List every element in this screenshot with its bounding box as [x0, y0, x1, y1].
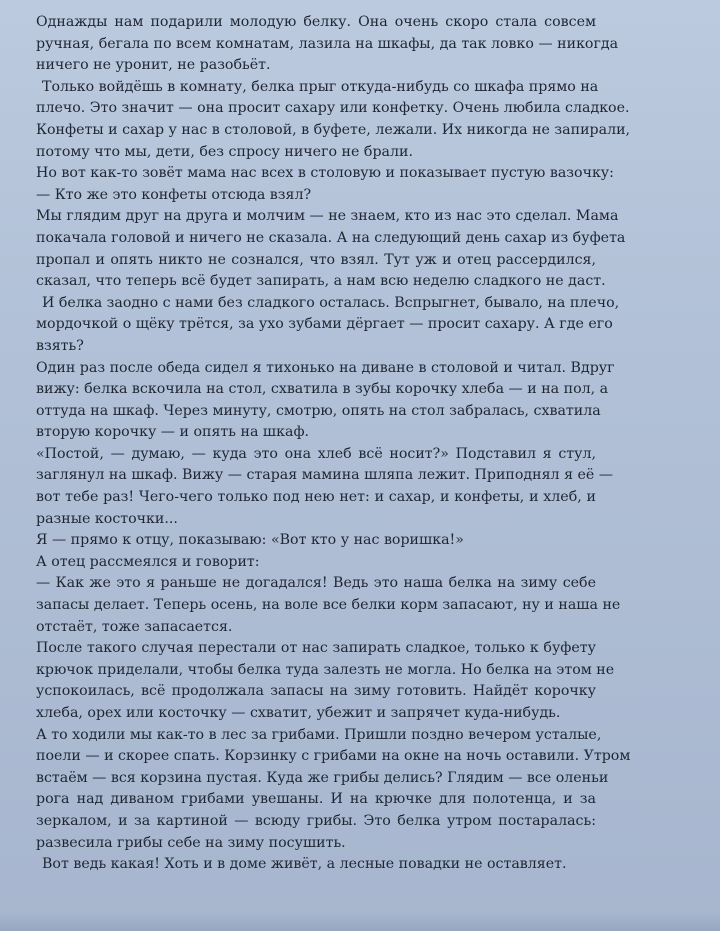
text-line: ручная, бегала по всем комнатам, лазила на шкафы, да так ловко — никогда [36, 35, 619, 52]
text-line: крючок приделали, чтобы белка туда залезть не могла. Но белка на этом не [36, 661, 615, 678]
text-line: вот тебе раз! Чего-чего только под нею нет: и сахар, и конфеты, и хлеб, и [36, 489, 596, 506]
story-text [36, 12, 631, 876]
text-line: запасы делает. Теперь осень, на воле все белки корм запасают, ну и наша не [36, 597, 621, 614]
text-line: заглянул на шкаф. Вижу — старая мамина шляпа лежит. Приподнял я её — [36, 467, 614, 484]
text-line: плечо. Это значит — она просит сахару или конфетку. Очень любила сладкое. [36, 100, 630, 117]
text-line: успокоилась, всё продолжала запасы на зиму готовить. Найдёт корочку [36, 683, 596, 700]
text-line: взять? [36, 337, 84, 354]
text-line: Я — прямо к отцу, показываю: «Вот кто у нас воришка!» [36, 532, 464, 549]
text-line: поели — и скорее спать. Корзинку с грибами на окне на ночь оставили. Утром [36, 748, 631, 765]
text-line: рога над диваном грибами увешаны. И на крючке для полотенца, и за [36, 791, 596, 808]
text-line: Но вот как-то зовёт мама нас всех в столовую и показывает пустую вазочку: [36, 165, 614, 182]
text-line: — Как же это я раньше не догадался! Ведь это наша белка на зиму себе [36, 575, 596, 592]
text-line: Только войдёшь в комнату, белка прыг откуда-нибудь со шкафа прямо на [42, 78, 599, 95]
text-line: «Постой, — думаю, — куда это она хлеб всё носит?» Подставил я стул, [36, 445, 596, 462]
text-line: Однажды нам подарили молодую белку. Она очень скоро стала совсем [36, 14, 596, 30]
text-line: — Кто же это конфеты отсюда взял? [36, 186, 312, 203]
text-line: отстаёт, тоже запасается. [36, 618, 233, 635]
text-line: А отец рассмеялся и говорит: [36, 553, 260, 570]
text-line: вижу: белка вскочила на стол, схватила в зубы корочку хлеба — и на пол, а [36, 381, 609, 398]
text-line: Конфеты и сахар у нас в столовой, в буфете, лежали. Их никогда не запирали, [36, 121, 631, 138]
text-line: сказал, что теперь всё будет запирать, а нам всю неделю сладкого не даст. [36, 273, 606, 290]
text-line: мордочкой о щёку трётся, за ухо зубами дёргает — просит сахару. А где его [36, 316, 613, 333]
page-shadow [0, 913, 720, 931]
text-line: После такого случая перестали от нас запирать сладкое, только к буфету [36, 640, 596, 657]
text-line: встаём — вся корзина пустая. Куда же грибы делись? Глядим — все оленьи [36, 769, 609, 786]
text-line: ничего не уронит, не разобьёт. [36, 57, 271, 74]
text-line: зеркалом, и за картиной — всюду грибы. Это белка утром постаралась: [36, 812, 596, 829]
text-line: потому что мы, дети, без спросу ничего не брали. [36, 143, 413, 160]
text-line: Один раз после обеда сидел я тихонько на диване в столовой и читал. Вдруг [36, 359, 615, 376]
text-line: вторую корочку — и опять на шкаф. [36, 424, 310, 441]
text-line: И белка заодно с нами без сладкого осталась. Вспрыгнет, бывало, на плечо, [42, 294, 620, 311]
text-line: А то ходили мы как-то в лес за грибами. Пришли поздно вечером усталые, [36, 726, 602, 743]
text-line: Вот ведь какая! Хоть и в доме живёт, а лесные повадки не оставляет. [42, 856, 567, 873]
text-line: пропал и опять никто не сознался, что взял. Тут уж и отец рассердился, [36, 251, 596, 268]
text-line: развесила грибы себе на зиму посушить. [36, 834, 346, 851]
text-line: хлеба, орех или косточку — схватит, убежит и запрячет куда-нибудь. [36, 705, 561, 721]
text-line: оттуда на шкаф. Через минуту, смотрю, опять на стол забралась, схватила [36, 402, 601, 419]
text-line: разные косточки... [36, 510, 178, 527]
text-line: покачала головой и ничего не сказала. А на следующий день сахар из буфета [36, 229, 626, 246]
text-line: Мы глядим друг на друга и молчим — не знаем, кто из нас это сделал. Мама [36, 208, 619, 225]
